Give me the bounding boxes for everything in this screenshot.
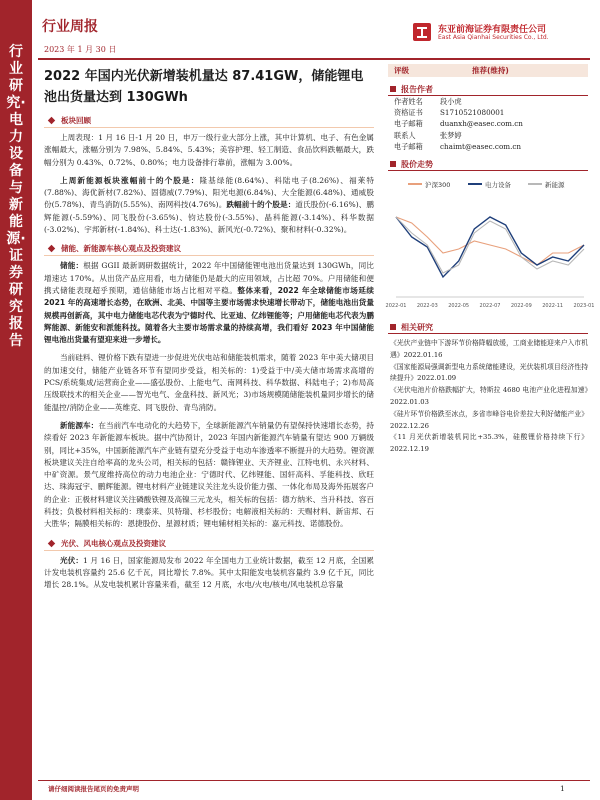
section-title: 光伏、风电核心观点及投资建议 bbox=[61, 538, 166, 548]
storage-paragraph: 储能：根据 GGII 最新调研数据统计，2022 年中国储能锂电池出货量达到 130GWh，同比增速达 170%。从出货产品应用看，电力储能仍是最大的应用领域，占比超 70%。户用储能和便携式储能表现超乎预期，通信储能市场占比相对平稳。整体来看，2022 年全球储能市场延续 2021 年的高速增长态势，在欧洲、北美、中国等主要市场需求快速增长带动下，储能电池出货量规模再创新高，其中电力储能电芯代表为宁德时代、比亚迪、亿纬锂能等；户用储能电芯代表为鹏辉能源、新能安和派能科技。随着各大主要市场需求量的持续高增，我们看好 2023 年中国储能锂电池出货量有望迎来进一步增长。 bbox=[44, 261, 375, 345]
analyst-field-value: S1710521080001 bbox=[440, 108, 505, 118]
section-marker-icon bbox=[390, 86, 396, 92]
analyst-field-label: 联系人 bbox=[394, 130, 416, 140]
related-research-item[interactable]: 《国家能源局强调新型电力系统储能建设，光伏装机项目经济性持续提升》2022.01.09 bbox=[390, 362, 588, 383]
legend-label: 新能源 bbox=[545, 181, 565, 190]
section-pv-wind bbox=[44, 537, 374, 551]
related-research-item[interactable]: 《11 月光伏新增装机同比+35.3%，硅酸锂价格持续下行》2022.12.19 bbox=[390, 433, 588, 454]
storage-targets-paragraph: 当前硅料、锂价格下跌有望进一步促进光伏电站和储能装机需求，随着 2023 年中美大储项目的加速交付，储能产业链各环节有望同步受益，相关标的：1)受益于中/美大储市场需求高增的 PCS/系统集成/运营商企业——盛弘股份、上能电气、南网科技、科华数据、科陆电子；2)布局高压级联技术的相关企业——智光电气、金盘科技、新风光；3)市场规模随储能装机量同步增长的储能温控/消防企业——英维克、同飞股份、青鸟消防。 bbox=[44, 353, 374, 412]
section-title: 板块回顾 bbox=[61, 116, 91, 125]
related-research-list bbox=[388, 338, 588, 456]
report-type: 行业周报 bbox=[42, 19, 98, 35]
section-review bbox=[44, 114, 374, 128]
report-date: 2023 年 1 月 30 日 bbox=[44, 45, 117, 54]
logo-company-cn: 东亚前海证券有限责任公司 bbox=[438, 25, 547, 35]
top-stocks-paragraph: 上周新能源板块涨幅前十的个股是：隆基绿能(8.64%)、科陆电子(8.26%)、福莱特(7.88%)、海优新材(7.82%)、固德威(7.79%)、阳光电源(6.84%)、大全能源(6.48%)、通威股份(5.78%)、青鸟消防(5.55%)、南网科技(4.76%)。跌幅前十的个股是：道氏股份(-6.16%)、鹏辉能源(-5.59%)、同飞股份(-3.65%)、钧达股份(-3.55%)、晶科能源(-3.14%)、科华数据(-3.02%)、宇邦新材(-1.84%)、科士达(-1.83%)、新风光(-0.72%)、聚和材料(-0.32%)。 bbox=[44, 175, 374, 235]
analyst-field-value: 段小虎 bbox=[440, 97, 462, 106]
x-tick-label: 2023-01 bbox=[573, 303, 595, 310]
logo-company-en: East Asia Qianhai Securities Co., Ltd. bbox=[438, 34, 549, 41]
related-research-item[interactable]: 《光伏电池片价格跌幅扩大，特斯拉 4680 电池产业化进程加速》2022.01.03 bbox=[390, 386, 588, 406]
related-research-item[interactable]: 《硅片环节价格跌至冰点，多省市峰谷电价差拉大利好储能产业》2022.12.26 bbox=[390, 409, 588, 430]
analyst-row bbox=[388, 107, 588, 118]
header-divider bbox=[38, 58, 590, 60]
analyst-row bbox=[388, 96, 588, 107]
analyst-row bbox=[388, 130, 588, 141]
section-marker-icon bbox=[390, 324, 396, 330]
market-review-paragraph: 上周表现：1 月 16 日-1 月 20 日，申万一级行业大部分上涨，其中计算机、电子、有色金属涨幅最大，涨幅分别为 7.98%、5.84%、5.43%；美容护理、轻工制造、食品饮料跌幅最大，跌幅分别为 0.43%、0.72%、0.80%；电力设备排行靠前，涨幅为 3.00%。 bbox=[44, 133, 374, 167]
price-chart-header: 股价走势 bbox=[388, 158, 588, 171]
pv-paragraph: 光伏：1 月 16 日，国家能源局发布 2022 年全国电力工业统计数据，截至 12 月底，全国累计发电装机容量约 25.6 亿千瓦，同比增长 7.8%。其中太阳能发电装机容量约 3.9 亿千瓦，同比增长 28.1%。从发电装机累计容量来看，截至 12 月底，水电/火电/核电/风电装机总容量 bbox=[44, 555, 374, 590]
price-chart-svg bbox=[385, 175, 595, 315]
analyst-field-label: 资格证书 bbox=[394, 108, 423, 118]
analyst-table bbox=[388, 96, 588, 152]
rating-bar bbox=[388, 64, 588, 77]
analyst-row bbox=[388, 141, 588, 152]
price-chart bbox=[385, 175, 595, 315]
x-tick-label: 2022-11 bbox=[542, 303, 564, 310]
legend-label: 电力设备 bbox=[485, 181, 511, 190]
info-column bbox=[385, 64, 595, 456]
section-marker-icon bbox=[48, 245, 55, 252]
ev-paragraph: 新能源车：在当前汽车电动化的大趋势下，全球新能源汽车销量仍有望保持快速增长态势，持续看好 2023 年新能源车板块。据中汽协预计，2023 年国内新能源汽车销量有望达 900 万辆级别，同比+35%，中国新能源汽车产业链有望充分受益于电动车渗透率不断提升的大趋势。锂资源板块建议关注自给率高的龙头公司，相关标的包括：赣锋锂业、天齐锂业、江特电机、永兴材料、中矿资源。景气度维持高位的动力电池企业：宁德时代、亿纬锂能、国轩高科、孚能科技、欣旺达、珠海冠宇、鹏辉能源。锂电材料产业链建议关注龙头设价能力强、一体化布局及海外拓展客户的企业：正极材料建议关注磷酸铁锂及高镍三元龙头，相关标的包括：德方纳米、当升科技、容百科技；负极材料相关标的：璞泰来、贝特瑞、杉杉股份；电解液相关标的：天赐材料、新宙邦、石大胜华；隔膜相关标的：恩捷股份、星源材质；锂电辅材相关标的：嘉元科技、诺德股份。 bbox=[44, 420, 375, 529]
main-column bbox=[44, 64, 374, 592]
rating-value: 推荐(维持) bbox=[472, 66, 509, 75]
rating-label: 评级 bbox=[394, 66, 409, 75]
page-number: 1 bbox=[560, 784, 565, 793]
sidebar-category: 行业研究·电力设备与新能源·证券研究报告 bbox=[6, 44, 26, 349]
section-storage-ev bbox=[44, 242, 374, 256]
footer-disclaimer: 请仔细阅读报告尾页的免责声明 bbox=[48, 785, 139, 793]
sidebar-band bbox=[0, 0, 32, 800]
analysts-header: 报告作者 bbox=[388, 83, 588, 96]
analyst-field-label: 作者姓名 bbox=[394, 97, 423, 106]
analyst-field-label: 电子邮箱 bbox=[394, 141, 423, 151]
x-tick-label: 2022-03 bbox=[416, 303, 438, 310]
logo-icon bbox=[412, 22, 432, 42]
section-marker-icon bbox=[48, 539, 55, 546]
analyst-field-value: duanxh@easec.com.cn bbox=[440, 119, 523, 129]
section-marker-icon bbox=[390, 161, 396, 167]
analyst-row bbox=[388, 118, 588, 129]
analyst-field-value: 张梦婷 bbox=[440, 130, 462, 140]
footer-divider bbox=[38, 780, 590, 781]
x-tick-label: 2022-01 bbox=[385, 303, 407, 310]
section-marker-icon bbox=[48, 117, 55, 124]
x-tick-label: 2022-05 bbox=[448, 303, 470, 310]
x-tick-label: 2022-09 bbox=[510, 303, 532, 310]
legend-label: 沪深300 bbox=[425, 181, 451, 190]
related-research-header: 相关研究 bbox=[388, 321, 588, 334]
analyst-field-value: chaimt@easec.com.cn bbox=[440, 141, 522, 151]
analyst-field-label: 电子邮箱 bbox=[394, 119, 423, 129]
related-research-item[interactable]: 《光伏产业链中下游环节价格降幅放缓，工商业储能迎来户入市机遇》2022.01.16 bbox=[390, 339, 588, 359]
section-title: 储能、新能源车核心观点及投资建议 bbox=[61, 244, 181, 254]
series-line-1 bbox=[396, 217, 584, 277]
x-tick-label: 2022-07 bbox=[479, 303, 501, 310]
page-title: 2022 年国内光伏新增装机量达 87.41GW，储能锂电池出货量达到 130GWh bbox=[44, 69, 364, 105]
